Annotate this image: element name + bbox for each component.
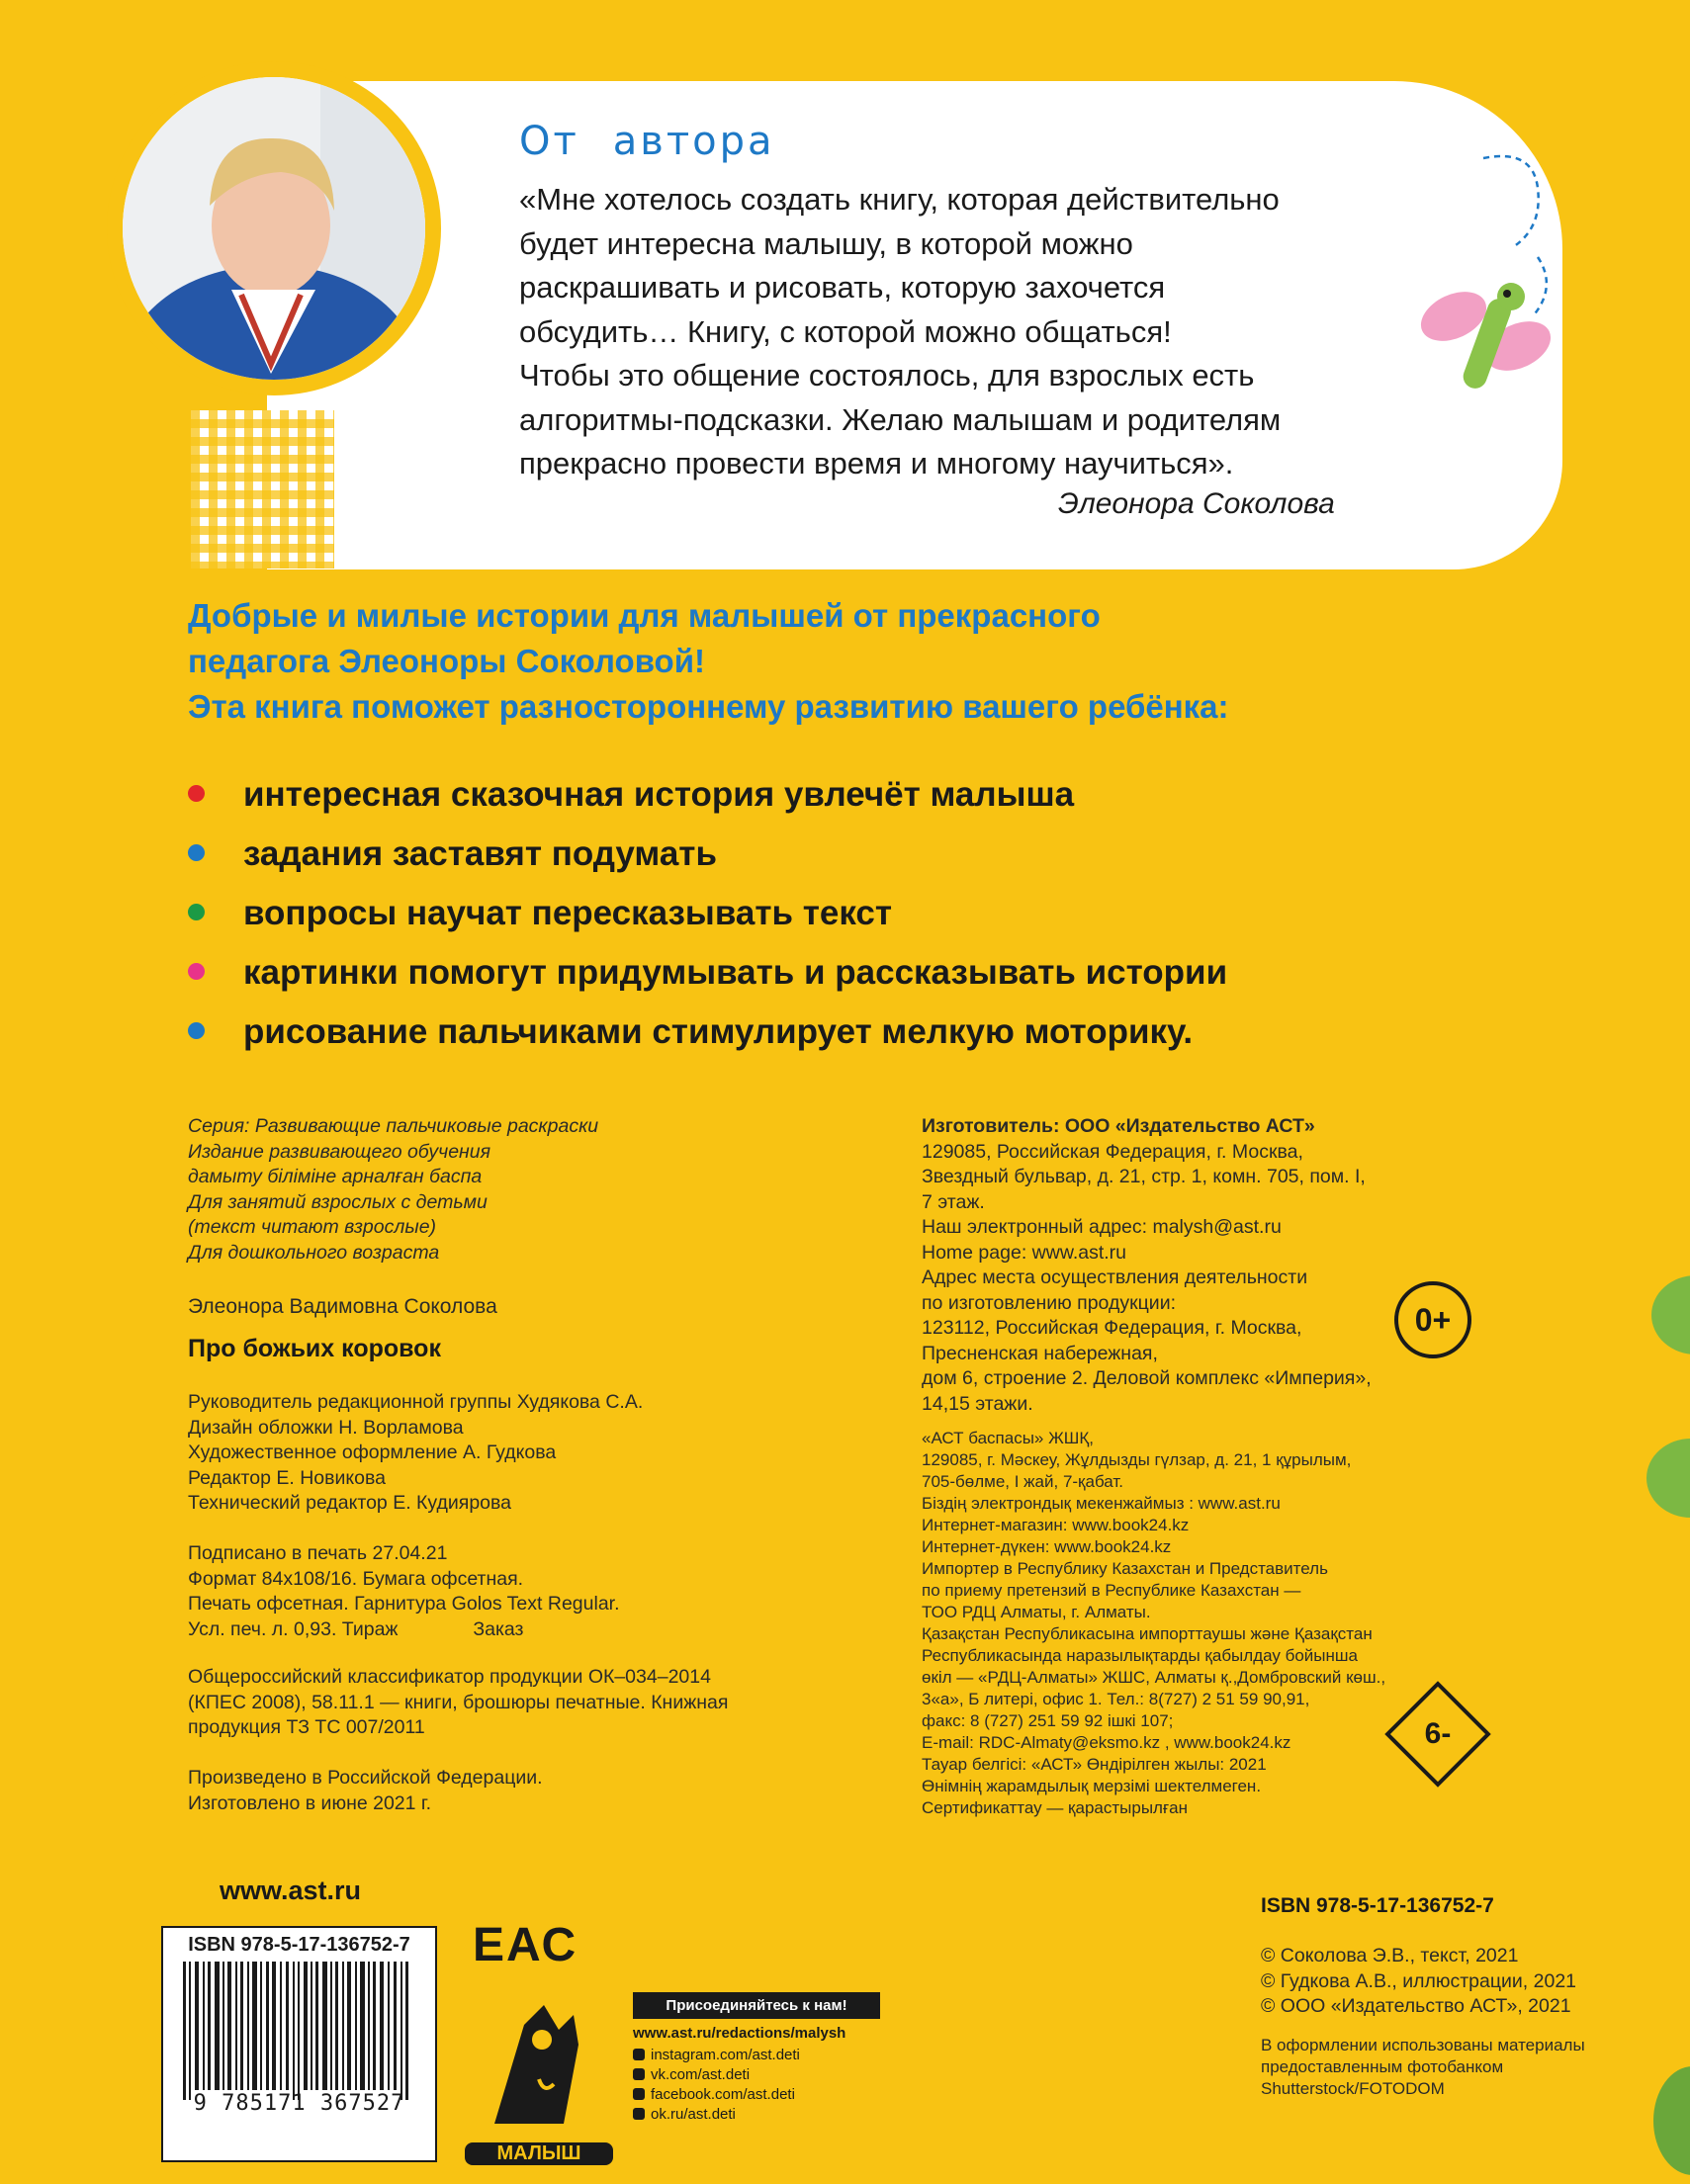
barcode-digits: 9 785171 367527	[193, 2091, 405, 2116]
website-link[interactable]: www.ast.ru	[220, 1876, 362, 1905]
production-line: Изготовлено в июне 2021 г.	[188, 1791, 432, 1814]
list-item	[188, 771, 1227, 830]
classifier-line: Общероссийский классификатор продукции ОК–034–2014	[188, 1666, 711, 1688]
kz-line: 3«а», Б литері, офис 1. Тел.: 8(727) 2 51 59 90,91,	[922, 1690, 1310, 1708]
manufacturer-line: Пресненская набережная,	[922, 1342, 1158, 1364]
print-line: Подписано в печать 27.04.21	[188, 1542, 448, 1564]
manufacturer-line: 7 этаж.	[922, 1190, 985, 1213]
classifier-line: продукция ТЗ ТС 007/2011	[188, 1716, 425, 1738]
malysh-logo	[465, 1985, 613, 2163]
list-item	[188, 949, 1227, 1008]
manufacturer-line: Адрес места осуществления деятельности	[922, 1267, 1308, 1288]
bullet-dot-icon	[188, 1022, 205, 1039]
kz-line: 129085, г. Мәскеу, Жұлдызды гүлзар, д. 21, 1 құрылым,	[922, 1450, 1352, 1469]
credit-line: В оформлении использованы материалы	[1261, 2036, 1585, 2054]
staff-list	[188, 1390, 643, 1517]
author-full-name: Элеонора Вадимовна Соколова	[188, 1295, 497, 1318]
social-link-text: instagram.com/ast.deti	[651, 2047, 800, 2063]
social-link-text: vk.com/ast.deti	[651, 2066, 751, 2083]
series-line: Серия: Развивающие пальчиковые раскраски	[188, 1115, 599, 1137]
manufacturer-info	[922, 1114, 1372, 1417]
list-item	[188, 1008, 1227, 1068]
staff-line: Руководитель редакционной группы Худякова С.А.	[188, 1391, 644, 1413]
instagram-icon	[633, 2049, 645, 2060]
quote-line: прекрасно провести время и многому научиться».	[519, 446, 1234, 480]
list-item-text: картинки помогут придумывать и рассказывать истории	[243, 953, 1228, 992]
list-item-text: рисование пальчиками стимулирует мелкую моторику.	[243, 1012, 1194, 1051]
list-item-text: вопросы научат пересказывать текст	[243, 894, 892, 932]
manufacturer-line: 123112, Российская Федерация, г. Москва,	[922, 1317, 1302, 1339]
kz-line: 705-бөлме, I жай, 7-қабат.	[922, 1472, 1123, 1491]
kz-line: по приему претензий в Республике Казахстан —	[922, 1581, 1301, 1600]
social-link-text: ok.ru/ast.deti	[651, 2106, 736, 2123]
vk-icon	[633, 2068, 645, 2080]
list-item-text: интересная сказочная история увлечёт малыша	[243, 775, 1075, 814]
kz-line: Біздің электрондық мекенжаймыз : www.ast.ru	[922, 1494, 1281, 1513]
staff-line: Художественное оформление А. Гудкова	[188, 1441, 557, 1463]
social-link-ok[interactable]	[633, 2105, 880, 2125]
list-item	[188, 890, 1227, 949]
quote-line: алгоритмы-подсказки. Желаю малышам и родителям	[519, 401, 1282, 437]
staff-line: Редактор Е. Новикова	[188, 1466, 386, 1489]
kz-line: Сертификаттау — қарастырылған	[922, 1798, 1189, 1817]
bullet-dot-icon	[188, 963, 205, 980]
kz-line: Импортер в Республику Казахстан и Представитель	[922, 1559, 1328, 1578]
social-link-instagram[interactable]	[633, 2046, 880, 2065]
barcode-isbn: ISBN 978-5-17-136752-7	[188, 1934, 410, 1956]
bullet-dot-icon	[188, 844, 205, 861]
kz-line: Интернет-дүкен: www.book24.kz	[922, 1537, 1172, 1556]
kz-line: E-mail: RDC-Almaty@eksmo.kz , www.book24.kz	[922, 1733, 1291, 1752]
social-links	[633, 1992, 880, 2125]
staff-line: Технический редактор Е. Кудиярова	[188, 1492, 511, 1514]
copyright-info	[1261, 1944, 1576, 2020]
production-info	[188, 1766, 543, 1816]
barcode-box	[161, 1926, 437, 2162]
feature-list	[188, 771, 1227, 1068]
quote-line: «Мне хотелось создать книгу, которая действительно	[519, 182, 1280, 217]
age-rating-6-badge	[1400, 1697, 1475, 1772]
author-photo	[123, 77, 425, 380]
copyright-line: © ООО «Издательство АСТ», 2021	[1261, 1995, 1571, 2017]
credit-line: предоставленным фотобанком	[1261, 2057, 1504, 2076]
join-us-banner: Присоединяйтесь к нам!	[633, 1992, 880, 2019]
author-signature: Элеонора Соколова	[1058, 487, 1335, 520]
promo-line: Добрые и милые истории для малышей от прекрасного	[188, 597, 1101, 634]
author-quote	[519, 178, 1508, 486]
quote-line: обсудить… Книгу, с которой можно общаться!	[519, 313, 1172, 349]
promo-line: педагога Элеоноры Соколовой!	[188, 643, 705, 679]
leaf-decoration	[1651, 1275, 1690, 1354]
ok-icon	[633, 2108, 645, 2120]
series-line: Для занятий взрослых с детьми	[188, 1190, 488, 1213]
promo-text	[188, 593, 1229, 730]
facebook-icon	[633, 2088, 645, 2100]
print-line: Усл. печ. л. 0,93. Тираж Заказ	[188, 1617, 524, 1640]
quote-line: Чтобы это общение состоялось, для взрослых есть	[519, 358, 1255, 393]
manufacturer-line: 14,15 этажи.	[922, 1392, 1033, 1415]
manufacturer-line: по изготовлению продукции:	[922, 1291, 1177, 1314]
author-heading	[519, 119, 809, 164]
production-line: Произведено в Российской Федерации.	[188, 1767, 543, 1789]
social-link-text: facebook.com/ast.deti	[651, 2086, 795, 2103]
barcode-icon	[163, 1957, 435, 2105]
dragonfly-illustration	[1414, 148, 1562, 405]
manufacturer-line: Home page: www.ast.ru	[922, 1241, 1127, 1264]
bird-logo-icon	[465, 1985, 613, 2134]
manufacturer-line: дом 6, строение 2. Деловой комплекс «Империя»,	[922, 1367, 1372, 1389]
manufacturer-line: Звездный бульвар, д. 21, стр. 1, комн. 705, пом. I,	[922, 1166, 1366, 1187]
leaf-decoration	[1653, 2066, 1690, 2175]
series-line: (текст читают взрослые)	[188, 1216, 437, 1238]
promo-line: Эта книга поможет разностороннему развитию вашего ребёнка:	[188, 688, 1229, 725]
list-item-text: задания заставят подумать	[243, 834, 717, 873]
malysh-logo-text: МАЛЫШ	[465, 2142, 613, 2165]
kz-line: «АСТ баспасы» ЖШҚ,	[922, 1429, 1095, 1447]
series-info	[188, 1114, 598, 1266]
copyright-line: © Соколова Э.В., текст, 2021	[1261, 1945, 1519, 1966]
quote-line: будет интересна малышу, в которой можно	[519, 225, 1133, 261]
book-title: Про божьих коровок	[188, 1335, 441, 1362]
print-line: Формат 84х108/16. Бумага офсетная.	[188, 1567, 524, 1590]
kz-line: өкіл — «РДЦ-Алматы» ЖШС, Алматы қ.,Домбровский көш.,	[922, 1668, 1386, 1687]
series-line: дамыту біліміне арналған баспа	[188, 1166, 483, 1187]
kz-line: Интернет-магазин: www.book24.kz	[922, 1516, 1190, 1534]
classifier-line: (КПЕС 2008), 58.11.1 — книги, брошюры печатные. Книжная	[188, 1691, 729, 1713]
classifier-info	[188, 1665, 728, 1741]
series-line: Для дошкольного возраста	[188, 1241, 440, 1264]
kz-line: ТОО РДЦ Алматы, г. Алматы.	[922, 1603, 1151, 1621]
manufacturer-line: Наш электронный адрес: malysh@ast.ru	[922, 1216, 1282, 1238]
isbn-right: ISBN 978-5-17-136752-7	[1261, 1894, 1494, 1917]
bullet-dot-icon	[188, 904, 205, 920]
print-line: Печать офсетная. Гарнитура Golos Text Regular.	[188, 1593, 620, 1615]
social-link-facebook[interactable]	[633, 2085, 880, 2105]
kz-line: Республикасында наразылықтарды қабылдау бойынша	[922, 1646, 1358, 1665]
manufacturer-line: 129085, Российская Федерация, г. Москва,	[922, 1140, 1303, 1163]
manufacturer-title: Изготовитель: ООО «Издательство АСТ»	[922, 1115, 1315, 1137]
list-item	[188, 830, 1227, 890]
eac-mark: ЕАС	[473, 1919, 578, 1971]
print-info	[188, 1541, 620, 1642]
age-rating-6-text: 6-	[1424, 1717, 1452, 1750]
copyright-line: © Гудкова А.В., иллюстрации, 2021	[1261, 1969, 1577, 1992]
kz-line: Тауар белгісі: «АСТ» Өндірілген жылы: 2021	[922, 1755, 1267, 1774]
leaf-decoration	[1646, 1439, 1690, 1518]
age-rating-0-badge: 0+	[1394, 1281, 1471, 1358]
series-line: Издание развивающего обучения	[188, 1140, 491, 1163]
bullet-dot-icon	[188, 785, 205, 802]
social-link-vk[interactable]	[633, 2065, 880, 2085]
kz-line: факс: 8 (727) 251 59 92 ішкі 107;	[922, 1711, 1174, 1730]
staff-line: Дизайн обложки Н. Ворламова	[188, 1416, 464, 1439]
author-heading-word1: От	[519, 119, 579, 164]
photo-credit	[1261, 2035, 1585, 2100]
kz-info	[922, 1428, 1385, 1819]
checkered-letter-decoration	[191, 410, 334, 568]
redactions-link[interactable]: www.ast.ru/redactions/malysh	[633, 2025, 846, 2042]
quote-line: раскрашивать и рисовать, которую захочется	[519, 270, 1166, 305]
kz-line: Өнімнің жарамдылық мерзімі шектелмеген.	[922, 1777, 1262, 1795]
author-heading-word2: автора	[612, 119, 775, 164]
credit-line: Shutterstock/FOTODOM	[1261, 2079, 1445, 2098]
kz-line: Қазақстан Республикасына импорттаушы және Қазақстан	[922, 1624, 1373, 1643]
